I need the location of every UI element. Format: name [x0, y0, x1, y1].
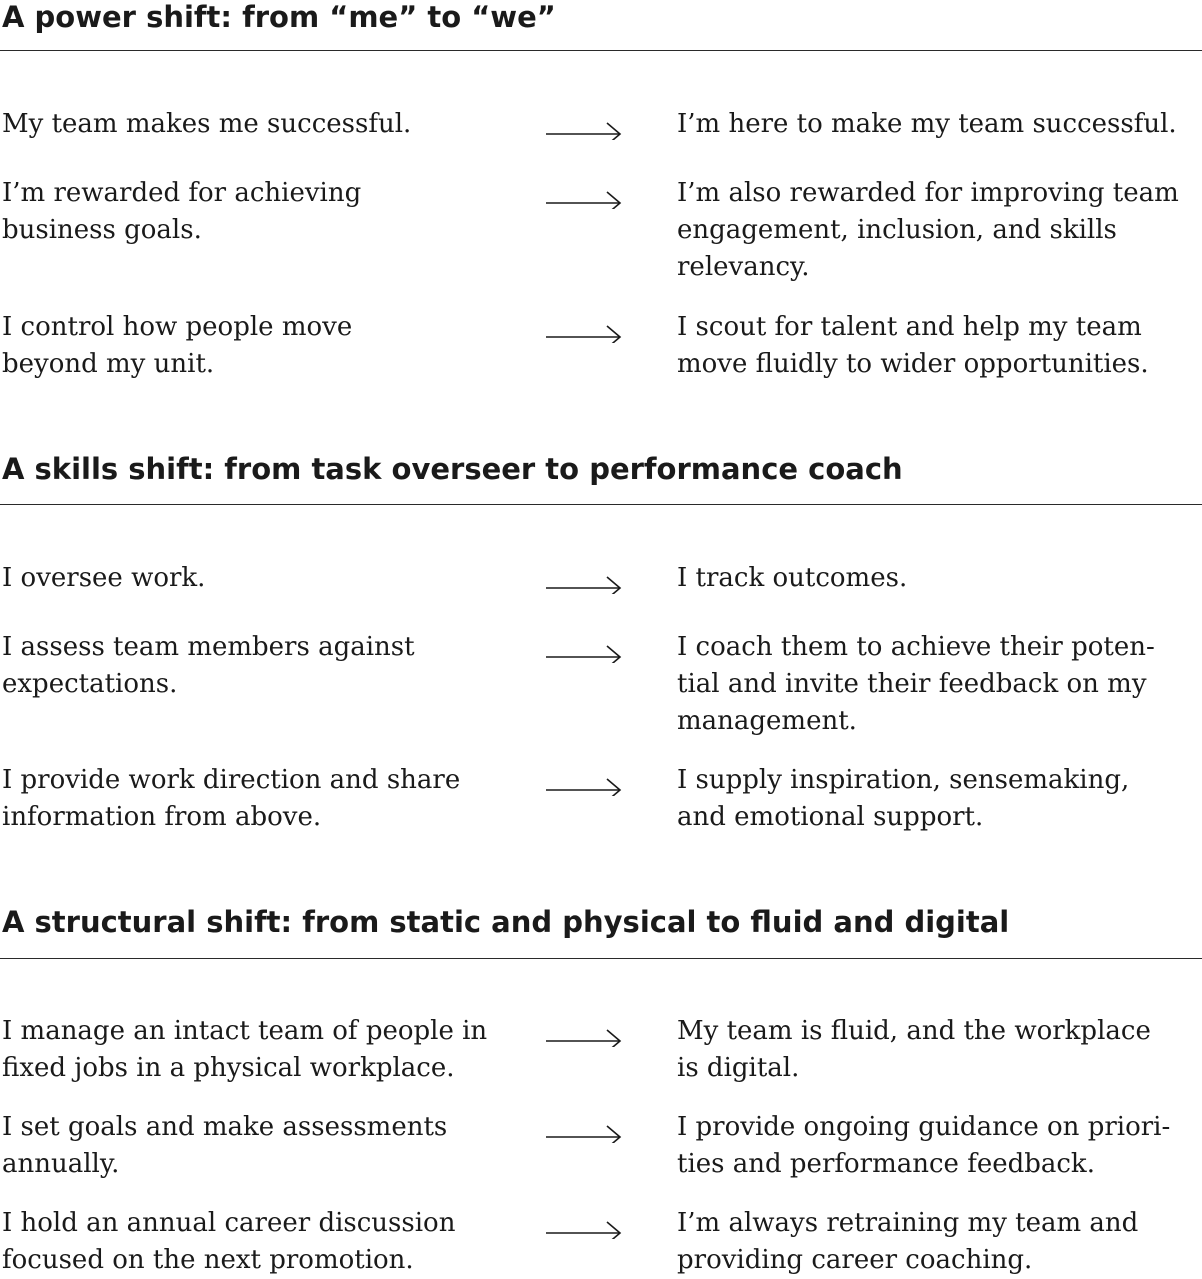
long-arrow-right-icon [545, 313, 623, 343]
long-arrow-right-icon [545, 110, 623, 140]
from-statement: I provide work direction and share information from above. [2, 765, 461, 832]
long-arrow-right-icon [545, 633, 623, 663]
to-statement: I’m always retraining my team and providing career coaching. [677, 1208, 1139, 1275]
from-statement: I set goals and make assessments annually. [2, 1112, 448, 1179]
from-statement: I control how people move beyond my unit. [2, 312, 353, 379]
from-statement: I hold an annual career discussion focused on the next promotion. [2, 1208, 456, 1275]
from-statement: I assess team members against expectations. [2, 632, 415, 699]
section-divider [0, 958, 1202, 959]
long-arrow-right-icon [545, 1113, 623, 1143]
long-arrow-right-icon [545, 766, 623, 796]
long-arrow-right-icon [545, 564, 623, 594]
to-statement: I provide ongoing guidance on priori- ties and performance feedback. [677, 1112, 1171, 1179]
to-statement: I coach them to achieve their poten- tial and invite their feedback on my management. [677, 632, 1155, 736]
to-statement: I’m here to make my team successful. [677, 109, 1177, 139]
section-divider [0, 50, 1202, 51]
to-statement: I supply inspiration, sensemaking, and emotional support. [677, 765, 1130, 832]
from-statement: I oversee work. [2, 563, 206, 593]
section-title-skills-shift: A skills shift: from task overseer to performance coach [2, 452, 903, 486]
to-statement: My team is fluid, and the workplace is digital. [677, 1016, 1151, 1083]
to-statement: I’m also rewarded for improving team engagement, inclusion, and skills relevancy. [677, 178, 1179, 282]
to-statement: I scout for talent and help my team move fluidly to wider opportunities. [677, 312, 1149, 379]
long-arrow-right-icon [545, 179, 623, 209]
section-title-power-shift: A power shift: from “me” to “we” [2, 0, 556, 34]
from-statement: My team makes me successful. [2, 109, 412, 139]
from-statement: I manage an intact team of people in fixed jobs in a physical workplace. [2, 1016, 488, 1083]
from-statement: I’m rewarded for achieving business goals. [2, 178, 362, 245]
section-title-structural-shift: A structural shift: from static and physical to fluid and digital [2, 905, 1010, 939]
to-statement: I track outcomes. [677, 563, 908, 593]
long-arrow-right-icon [545, 1017, 623, 1047]
section-divider [0, 504, 1202, 505]
long-arrow-right-icon [545, 1209, 623, 1239]
